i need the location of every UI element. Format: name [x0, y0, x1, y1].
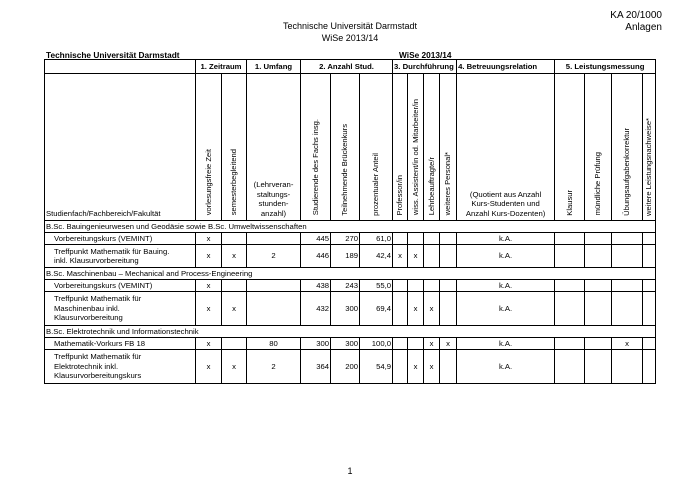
course-name-line: inkl. Klausurvorbereitung: [54, 256, 139, 265]
muendlich-cell: [585, 338, 612, 350]
zeitraum-vorlesungsfrei-cell: x: [196, 233, 222, 245]
group-durchfuehrung: 3. Durchführung: [393, 60, 457, 74]
page-number: 1: [347, 466, 353, 476]
professor-cell: [393, 338, 408, 350]
betreuungsrelation-cell: k.A.: [457, 292, 555, 326]
col-studierende-insg: Studierende des Fachs insg.: [301, 74, 331, 221]
zeitraum-vorlesungsfrei-cell: x: [196, 350, 222, 384]
klausur-cell: [555, 233, 585, 245]
klausur-cell: [555, 245, 585, 268]
assistent-cell: [408, 280, 424, 292]
prozent-cell: 54,9: [360, 350, 393, 384]
betreuungsrelation-cell: k.A.: [457, 280, 555, 292]
assistent-cell: x: [408, 292, 424, 326]
zeitraum-vorlesungsfrei-cell: x: [196, 338, 222, 350]
table-row: [45, 245, 656, 268]
muendlich-cell: [585, 245, 612, 268]
betreuungsrelation-cell: k.A.: [457, 350, 555, 384]
umfang-cell: [247, 292, 301, 326]
professor-cell: [393, 233, 408, 245]
course-name-cell: [45, 233, 196, 245]
teilnehmende-cell: 200: [331, 350, 360, 384]
col-betreuungsrelation: (Quotient aus Anzahl Kurs-Studenten und Anzahl Kurs-Dozenten): [457, 74, 555, 221]
prozent-cell: 61,0: [360, 233, 393, 245]
section-title: B.Sc. Bauingenieurwesen und Geodäsie sowie B.Sc. Umweltwissenschaften: [45, 221, 656, 233]
umfang-cell: 2: [247, 245, 301, 268]
col-muendliche-pruefung: mündliche Prüfung: [585, 74, 612, 221]
assistent-cell: [408, 233, 424, 245]
weiteres-personal-cell: [440, 280, 457, 292]
reference-annex: Anlagen: [625, 22, 662, 33]
muendlich-cell: [585, 280, 612, 292]
zeitraum-semester-cell: x: [222, 350, 247, 384]
zeitraum-semester-cell: [222, 280, 247, 292]
zeitraum-semester-cell: [222, 338, 247, 350]
studierende-cell: 445: [301, 233, 331, 245]
umfang-cell: [247, 233, 301, 245]
table-row: [45, 350, 656, 384]
course-name-line: Vorbereitungskurs (VEMINT): [54, 280, 153, 290]
group-header-row: [45, 60, 656, 74]
header-university: Technische Universität Darmstadt: [282, 21, 418, 31]
weitere-leistung-cell: [643, 338, 656, 350]
course-name-cell: [45, 245, 196, 268]
document-header: [230, 20, 470, 44]
teilnehmende-cell: 270: [331, 233, 360, 245]
lehrbeauftragte-cell: [424, 245, 440, 268]
zeitraum-vorlesungsfrei-cell: x: [196, 245, 222, 268]
uebung-cell: x: [612, 338, 643, 350]
table-row: [45, 338, 656, 350]
col-semesterbegleitend: semesterbegleitend: [222, 74, 247, 221]
klausur-cell: [555, 350, 585, 384]
col-lehrbeauftragte: Lehrbeauftragte/r: [424, 74, 440, 221]
weiteres-personal-cell: [440, 233, 457, 245]
klausur-cell: [555, 292, 585, 326]
uebung-cell: [612, 233, 643, 245]
uebung-cell: [612, 280, 643, 292]
course-name-line: Treffpunkt Mathematik für: [54, 294, 142, 304]
course-name-line: Klausurvorbereitungskurs: [54, 371, 142, 381]
weitere-leistung-cell: [643, 292, 656, 326]
professor-cell: [393, 350, 408, 384]
teilnehmende-cell: 300: [331, 338, 360, 350]
prozent-cell: 42,4: [360, 245, 393, 268]
betreuungsrelation-cell: k.A.: [457, 245, 555, 268]
umfang-cell: 2: [247, 350, 301, 384]
group-leistungsmessung: 5. Leistungsmessung: [555, 60, 656, 74]
studierende-cell: 300: [301, 338, 331, 350]
studierende-cell: 364: [301, 350, 331, 384]
uebung-cell: [612, 292, 643, 326]
table-row: [45, 233, 656, 245]
umfang-cell: 80: [247, 338, 301, 350]
lehrbeauftragte-cell: x: [424, 350, 440, 384]
betreuungsrelation-cell: k.A.: [457, 338, 555, 350]
col-uebungsaufgabenkorrektur: Übungsaufgabenkorrektur: [612, 74, 643, 221]
col-umfang: (Lehrveran- staltungs- stunden- anzahl): [247, 74, 301, 221]
prozent-cell: 100,0: [360, 338, 393, 350]
assistent-cell: [408, 338, 424, 350]
col-weiteres-personal: weiteres Personal*: [440, 74, 457, 221]
weiteres-personal-cell: [440, 245, 457, 268]
course-name-line: Klausurvorbereitung: [54, 313, 123, 323]
reference-number: KA 20/1000: [610, 10, 662, 21]
group-betreuungsrelation: 4. Betreuungsrelation: [457, 60, 555, 74]
teilnehmende-cell: 243: [331, 280, 360, 292]
section-title: B.Sc. Elektrotechnik und Informationstechnik: [45, 326, 656, 338]
zeitraum-semester-cell: x: [222, 292, 247, 326]
uebung-cell: [612, 350, 643, 384]
col-weitere-leistungsnachweise: weitere Leistungsnachweise*: [643, 74, 656, 221]
col-studienfach: Studienfach/Fachbereich/Fakultät: [45, 74, 196, 221]
uebung-cell: [612, 245, 643, 268]
course-name-line: Mathematik-Vorkurs FB 18: [54, 338, 145, 348]
course-name-line: Treffpunkt Mathematik für: [54, 352, 142, 362]
prozent-cell: 69,4: [360, 292, 393, 326]
weiteres-personal-cell: x: [440, 338, 457, 350]
muendlich-cell: [585, 350, 612, 384]
col-professor: Professor/in: [393, 74, 408, 221]
muendlich-cell: [585, 233, 612, 245]
col-prozentualer-anteil: prozentualer Anteil: [360, 74, 393, 221]
table-row: [45, 280, 656, 292]
table-semester-label: WiSe 2013/14: [399, 50, 452, 60]
studierende-cell: 438: [301, 280, 331, 292]
weiteres-personal-cell: [440, 350, 457, 384]
course-name-cell: [45, 350, 196, 384]
course-name-line: Vorbereitungskurs (VEMINT): [54, 233, 153, 243]
group-zeitraum: 1. Zeitraum: [196, 60, 247, 74]
column-header-row: [45, 74, 656, 221]
zeitraum-semester-cell: [222, 233, 247, 245]
zeitraum-vorlesungsfrei-cell: x: [196, 292, 222, 326]
header-semester: WiSe 2013/14: [321, 33, 379, 43]
col-vorlesungsfreie-zeit: vorlesungsfreie Zeit: [196, 74, 222, 221]
assistent-cell: x: [408, 245, 424, 268]
assistent-cell: x: [408, 350, 424, 384]
course-name-line: Maschinenbau inkl.: [54, 303, 120, 313]
lehrbeauftragte-cell: x: [424, 292, 440, 326]
professor-cell: x: [393, 245, 408, 268]
klausur-cell: [555, 338, 585, 350]
weitere-leistung-cell: [643, 280, 656, 292]
klausur-cell: [555, 280, 585, 292]
section-row: [45, 221, 656, 233]
weitere-leistung-cell: [643, 245, 656, 268]
col-teilnehmende: Teilnehmende Brückenkurs: [331, 74, 360, 221]
section-title: B.Sc. Maschinenbau – Mechanical and Process-Engineering: [45, 268, 656, 280]
umfang-cell: [247, 280, 301, 292]
weiteres-personal-cell: [440, 292, 457, 326]
col-assistent: wiss. Assistent/in od. Mitarbeiter/in: [408, 74, 424, 221]
betreuungsrelation-cell: k.A.: [457, 233, 555, 245]
zeitraum-semester-cell: x: [222, 245, 247, 268]
muendlich-cell: [585, 292, 612, 326]
group-anzahl-stud: 2. Anzahl Stud.: [301, 60, 393, 74]
professor-cell: [393, 280, 408, 292]
table-row: [45, 292, 656, 326]
lehrbeauftragte-cell: [424, 280, 440, 292]
teilnehmende-cell: 189: [331, 245, 360, 268]
lehrbeauftragte-cell: x: [424, 338, 440, 350]
table-university-label: Technische Universität Darmstadt: [46, 50, 180, 60]
studierende-cell: 446: [301, 245, 331, 268]
bridge-course-table: [44, 59, 656, 384]
section-row: [45, 326, 656, 338]
professor-cell: [393, 292, 408, 326]
zeitraum-vorlesungsfrei-cell: x: [196, 280, 222, 292]
course-name-cell: [45, 280, 196, 292]
teilnehmende-cell: 300: [331, 292, 360, 326]
course-name-line: Treffpunkt Mathematik für Bauing.: [54, 246, 170, 256]
weitere-leistung-cell: [643, 233, 656, 245]
studierende-cell: 432: [301, 292, 331, 326]
course-name-line: Elektrotechnik inkl.: [54, 361, 119, 371]
weitere-leistung-cell: [643, 350, 656, 384]
group-umfang: 1. Umfang: [247, 60, 301, 74]
lehrbeauftragte-cell: [424, 233, 440, 245]
section-row: [45, 268, 656, 280]
group-empty-cell: [45, 60, 196, 74]
document-reference: [610, 10, 662, 34]
course-name-cell: [45, 338, 196, 350]
course-name-cell: [45, 292, 196, 326]
col-klausur: Klausur: [555, 74, 585, 221]
prozent-cell: 55,0: [360, 280, 393, 292]
